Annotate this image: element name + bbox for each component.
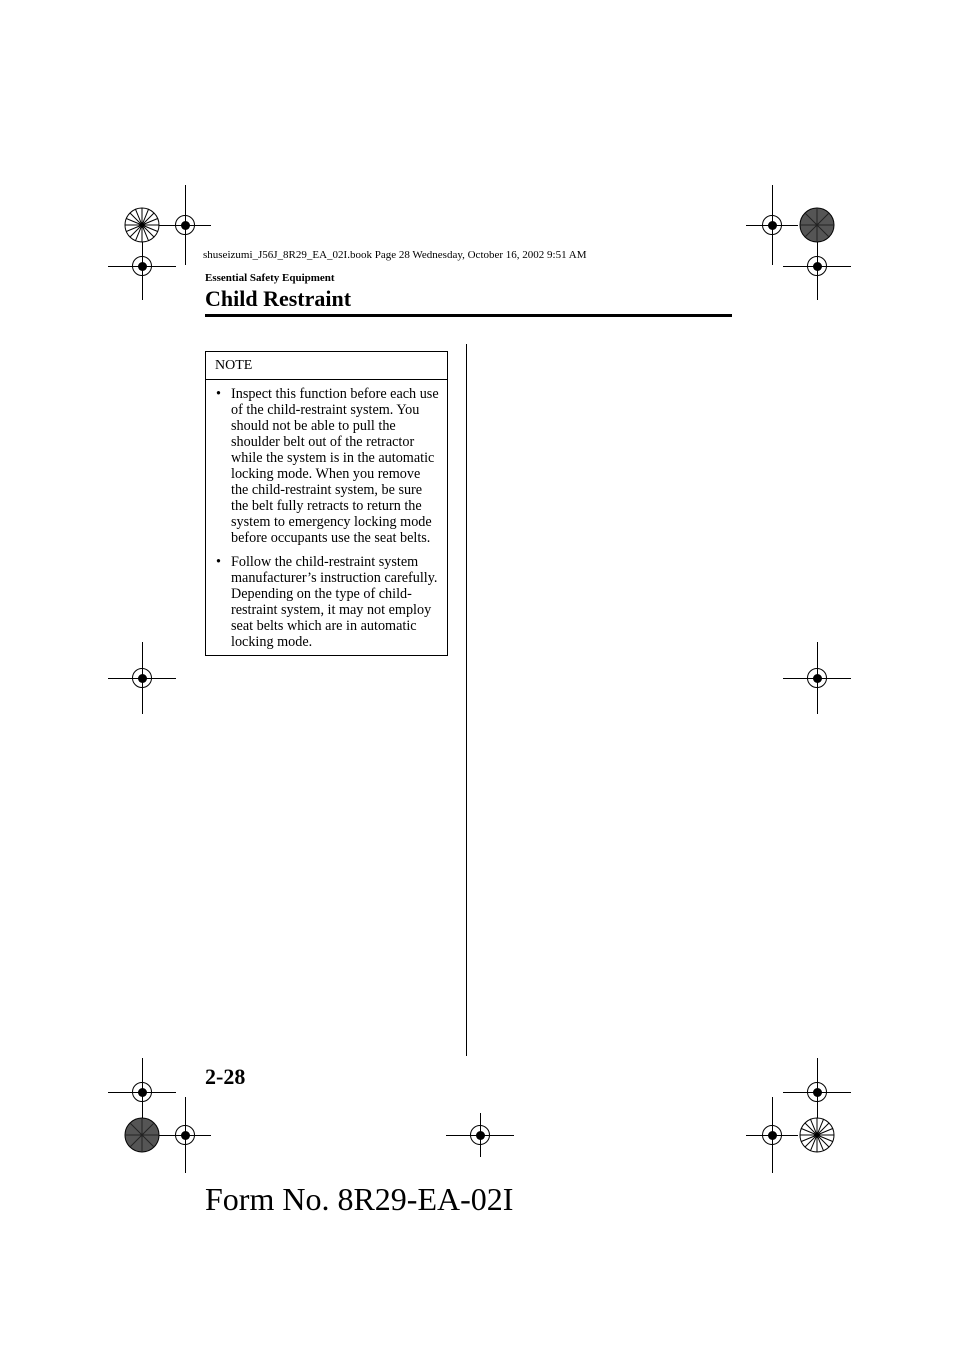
color-bar-sunburst-icon [124,207,160,243]
note-item [216,386,439,546]
section-label: Essential Safety Equipment [205,272,335,284]
color-bar-sunburst-icon [799,1117,835,1153]
color-bar-sunburst-icon [124,1117,160,1153]
page-number: 2-28 [205,1064,246,1089]
note-heading: NOTE [206,352,447,380]
color-bar-sunburst-icon [799,207,835,243]
note-box [205,351,448,656]
bullet-icon: • [216,554,221,570]
title-rule [205,314,732,317]
page-title: Child Restraint [205,286,352,311]
bullet-icon: • [216,386,221,402]
note-item-text: Inspect this function before each use of the child-restraint system. You should not be able to pull the shoulder belt out of the retractor while the system is in the automatic locking mode. When you remove the child-restraint system, be sure the belt fully retracts to return the system to emergency locking mode before occupants use the seat belts. [231,386,439,546]
note-item-text: Follow the child-restraint system manufacturer’s instruction carefully. Depending on the type of child-restraint system, it may not employ seat belts which are in automatic locking mode. [231,554,438,650]
form-number: Form No. 8R29-EA-02I [205,1181,514,1217]
note-item [216,554,439,650]
note-list [206,380,447,650]
file-info-line: shuseizumi_J56J_8R29_EA_02I.book Page 28 Wednesday, October 16, 2002 9:51 AM [203,249,587,261]
column-divider [466,344,467,1056]
